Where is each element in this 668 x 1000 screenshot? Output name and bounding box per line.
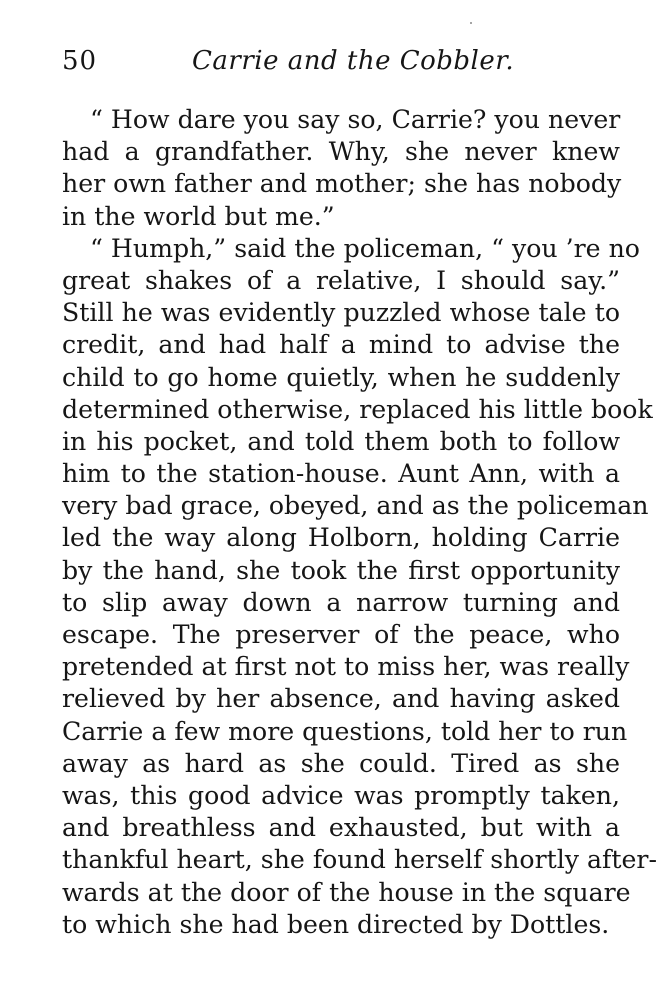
text-line: very bad grace, obeyed, and as the policeman (62, 491, 649, 521)
text-line: wards at the door of the house in the square (62, 877, 631, 907)
text-line: great shakes of a relative, I should say.” (62, 265, 620, 295)
text-line: in his pocket, and told them both to follow (62, 426, 620, 456)
text-line: Still he was evidently puzzled whose tale to (62, 298, 620, 328)
text-line: thankful heart, she found herself shortly after- (62, 845, 657, 875)
print-speck (470, 22, 472, 24)
text-line: Carrie a few more questions, told her to run (62, 716, 628, 746)
text-line: led the way along Holborn, holding Carrie (62, 523, 620, 553)
text-line: had a grandfather. Why, she never knew (62, 137, 620, 167)
body-text (62, 104, 657, 941)
text-line: pretended at first not to miss her, was really (62, 652, 630, 682)
running-title: Carrie and the Cobbler. (192, 46, 515, 76)
text-line: “ How dare you say so, Carrie? you never (90, 105, 621, 134)
text-line: child to go home quietly, when he suddenly (62, 362, 620, 392)
page-number: 50 (62, 46, 98, 76)
text-line: her own father and mother; she has nobody (62, 169, 622, 199)
text-line: determined otherwise, replaced his little book (62, 394, 653, 424)
page-header (62, 46, 618, 86)
text-line: relieved by her absence, and having asked (62, 684, 620, 714)
text-line: to which she had been directed by Dottles. (62, 909, 610, 939)
text-line: was, this good advice was promptly taken, (62, 780, 620, 810)
text-line: him to the station-house. Aunt Ann, with a (62, 459, 620, 489)
text-line: escape. The preserver of the peace, who (62, 620, 620, 649)
text-line: by the hand, she took the first opportunity (62, 555, 620, 585)
text-line: “ Humph,” said the policeman, “ you ’re no (90, 233, 640, 263)
text-line: away as hard as she could. Tired as she (62, 748, 620, 778)
text-line: credit, and had half a mind to advise the (62, 330, 620, 360)
text-line: and breathless and exhausted, but with a (62, 813, 620, 843)
text-line: in the world but me.” (62, 201, 335, 231)
text-line: to slip away down a narrow turning and (62, 587, 620, 617)
